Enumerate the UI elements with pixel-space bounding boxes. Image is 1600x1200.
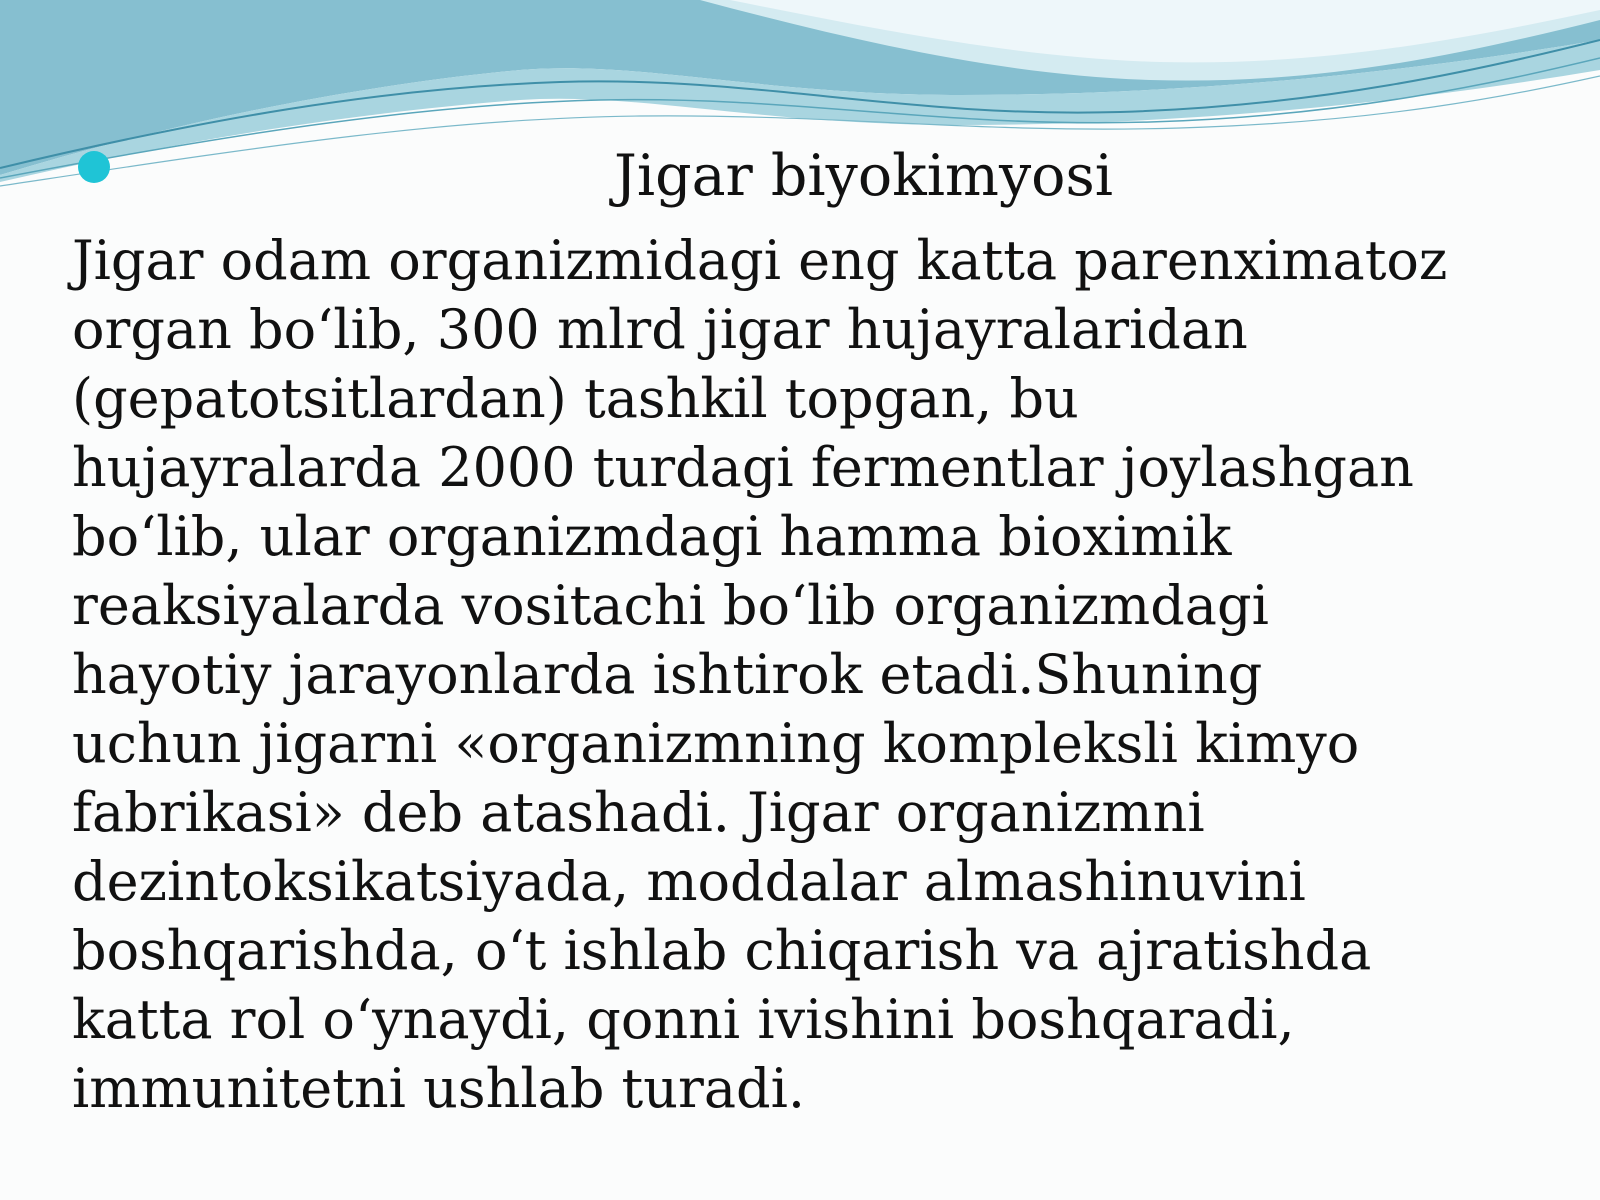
body-line: (gepatotsitlardan) tashkil topgan, bu xyxy=(72,367,1079,430)
body-line: immunitetni ushlab turadi. xyxy=(72,1057,806,1120)
body-line: katta rol o‘ynaydi, qonni ivishini boshqaradi, xyxy=(72,988,1295,1051)
body-line: dezintoksikatsiyada, moddalar almashinuvini xyxy=(72,850,1306,913)
body-line: hayotiy jarayonlarda ishtirok etadi.Shuning xyxy=(72,643,1263,706)
body-line: reaksiyalarda vositachi bo‘lib organizmdagi xyxy=(72,574,1269,637)
bullet-dot xyxy=(78,151,110,183)
slide-title: Jigar biyokimyosi xyxy=(614,143,1113,209)
body-paragraph xyxy=(72,226,1562,1123)
body-line: organ bo‘lib, 300 mlrd jigar hujayralaridan xyxy=(72,298,1248,361)
body-line: boshqarishda, o‘t ishlab chiqarish va ajratishda xyxy=(72,919,1372,982)
body-line: hujayralarda 2000 turdagi fermentlar joylashgan xyxy=(72,436,1414,499)
body-line: bo‘lib, ular organizmdagi hamma bioximik xyxy=(72,505,1232,568)
body-line: Jigar odam organizmidagi eng katta parenximatoz xyxy=(72,229,1448,292)
body-line: fabrikasi» deb atashadi. Jigar organizmni xyxy=(72,781,1205,844)
body-line: uchun jigarni «organizmning kompleksli kimyo xyxy=(72,712,1360,775)
